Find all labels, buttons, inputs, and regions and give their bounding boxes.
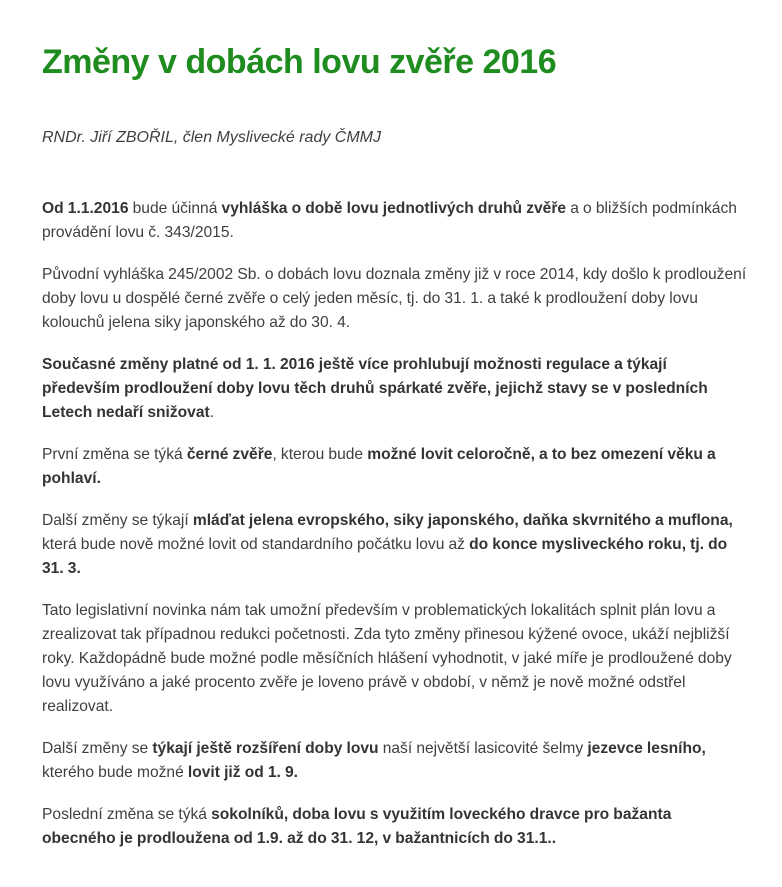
text-segment: kterého bude možné xyxy=(42,764,188,781)
bold-text-segment: lovit již od 1. 9. xyxy=(187,764,299,781)
bold-text-segment: sokolníků, doba lovu s využitím loveckého dravce pro bažanta obecného je prodloužena od 1.9. až do 31. 12, v bažantnicích do 31.1.. xyxy=(42,806,672,847)
bold-text-segment: vyhláška o době lovu jednotlivých druhů zvěře xyxy=(221,200,567,217)
paragraph xyxy=(42,803,748,851)
bold-text-segment: týkají ještě rozšíření doby lovu xyxy=(152,740,379,757)
text-segment: Poslední změna se týká xyxy=(42,806,212,823)
page-title: Změny v dobách lovu zvěře 2016 xyxy=(42,43,557,81)
text-segment: naší největší lasicovité šelmy xyxy=(378,740,588,757)
text-segment: Další změny se týkají xyxy=(42,512,193,529)
author-line: RNDr. Jiří ZBOŘIL, člen Myslivecké rady ČMMJ xyxy=(42,129,381,146)
text-segment: bude účinná xyxy=(128,200,222,217)
text-segment: která bude nově možné lovit od standardního počátku lovu až xyxy=(42,536,470,553)
text-segment: Tato legislativní novinka nám tak umožní především v problematických lokalitách splnit plán lovu a zrealizovat tak případnou redukci početnosti. Zda tyto změny přinesou kýžené ovoce, ukáží nejbližší roky. Každopádně bude možné podle měsíčních hlášení vyhodnotit, v jaké míře je prodloužené doby lovu využíváno a jaké procento zvěře je loveno právě v období, v němž je nově možné odstřel realizovat. xyxy=(42,602,732,715)
text-segment: a o bližších podmínkách provádění lovu č. 343/2015. xyxy=(42,200,737,241)
text-segment: První změna se týká xyxy=(42,446,187,463)
article-body xyxy=(42,197,748,851)
bold-text-segment: Současné změny platné od 1. 1. 2016 ještě více prohlubují možnosti regulace a týkají především prodloužení doby lovu těch druhů spárkaté zvěře, jejichž stavy se v posledních Letech nedaří snižovat xyxy=(42,356,708,421)
text-segment: Další změny se xyxy=(42,740,153,757)
bold-text-segment: možné lovit celoročně, a to bez omezení věku a pohlaví. xyxy=(42,446,716,487)
paragraph xyxy=(42,263,748,335)
bold-text-segment: mláďat jelena evropského, siky japonského, daňka skvrnitého a muflona, xyxy=(192,512,733,529)
paragraph xyxy=(42,599,748,719)
paragraph xyxy=(42,353,748,425)
paragraph xyxy=(42,443,748,491)
text-segment: , kterou bude xyxy=(272,446,368,463)
paragraph xyxy=(42,509,748,581)
text-segment: . xyxy=(209,404,215,421)
bold-text-segment: černé zvěře xyxy=(186,446,273,463)
paragraph xyxy=(42,737,748,785)
bold-text-segment: do konce mysliveckého roku, tj. do 31. 3. xyxy=(42,536,728,577)
paragraph xyxy=(42,197,748,245)
bold-text-segment: jezevce lesního, xyxy=(587,740,706,757)
bold-text-segment: Od 1.1.2016 xyxy=(42,200,129,217)
text-segment: Původní vyhláška 245/2002 Sb. o dobách lovu doznala změny již v roce 2014, kdy došlo k prodloužení doby lovu u dospělé černé zvěře o celý jeden měsíc, tj. do 31. 1. a také k prodloužení doby lovu kolouchů jelena siky japonského až do 30. 4. xyxy=(42,266,747,331)
